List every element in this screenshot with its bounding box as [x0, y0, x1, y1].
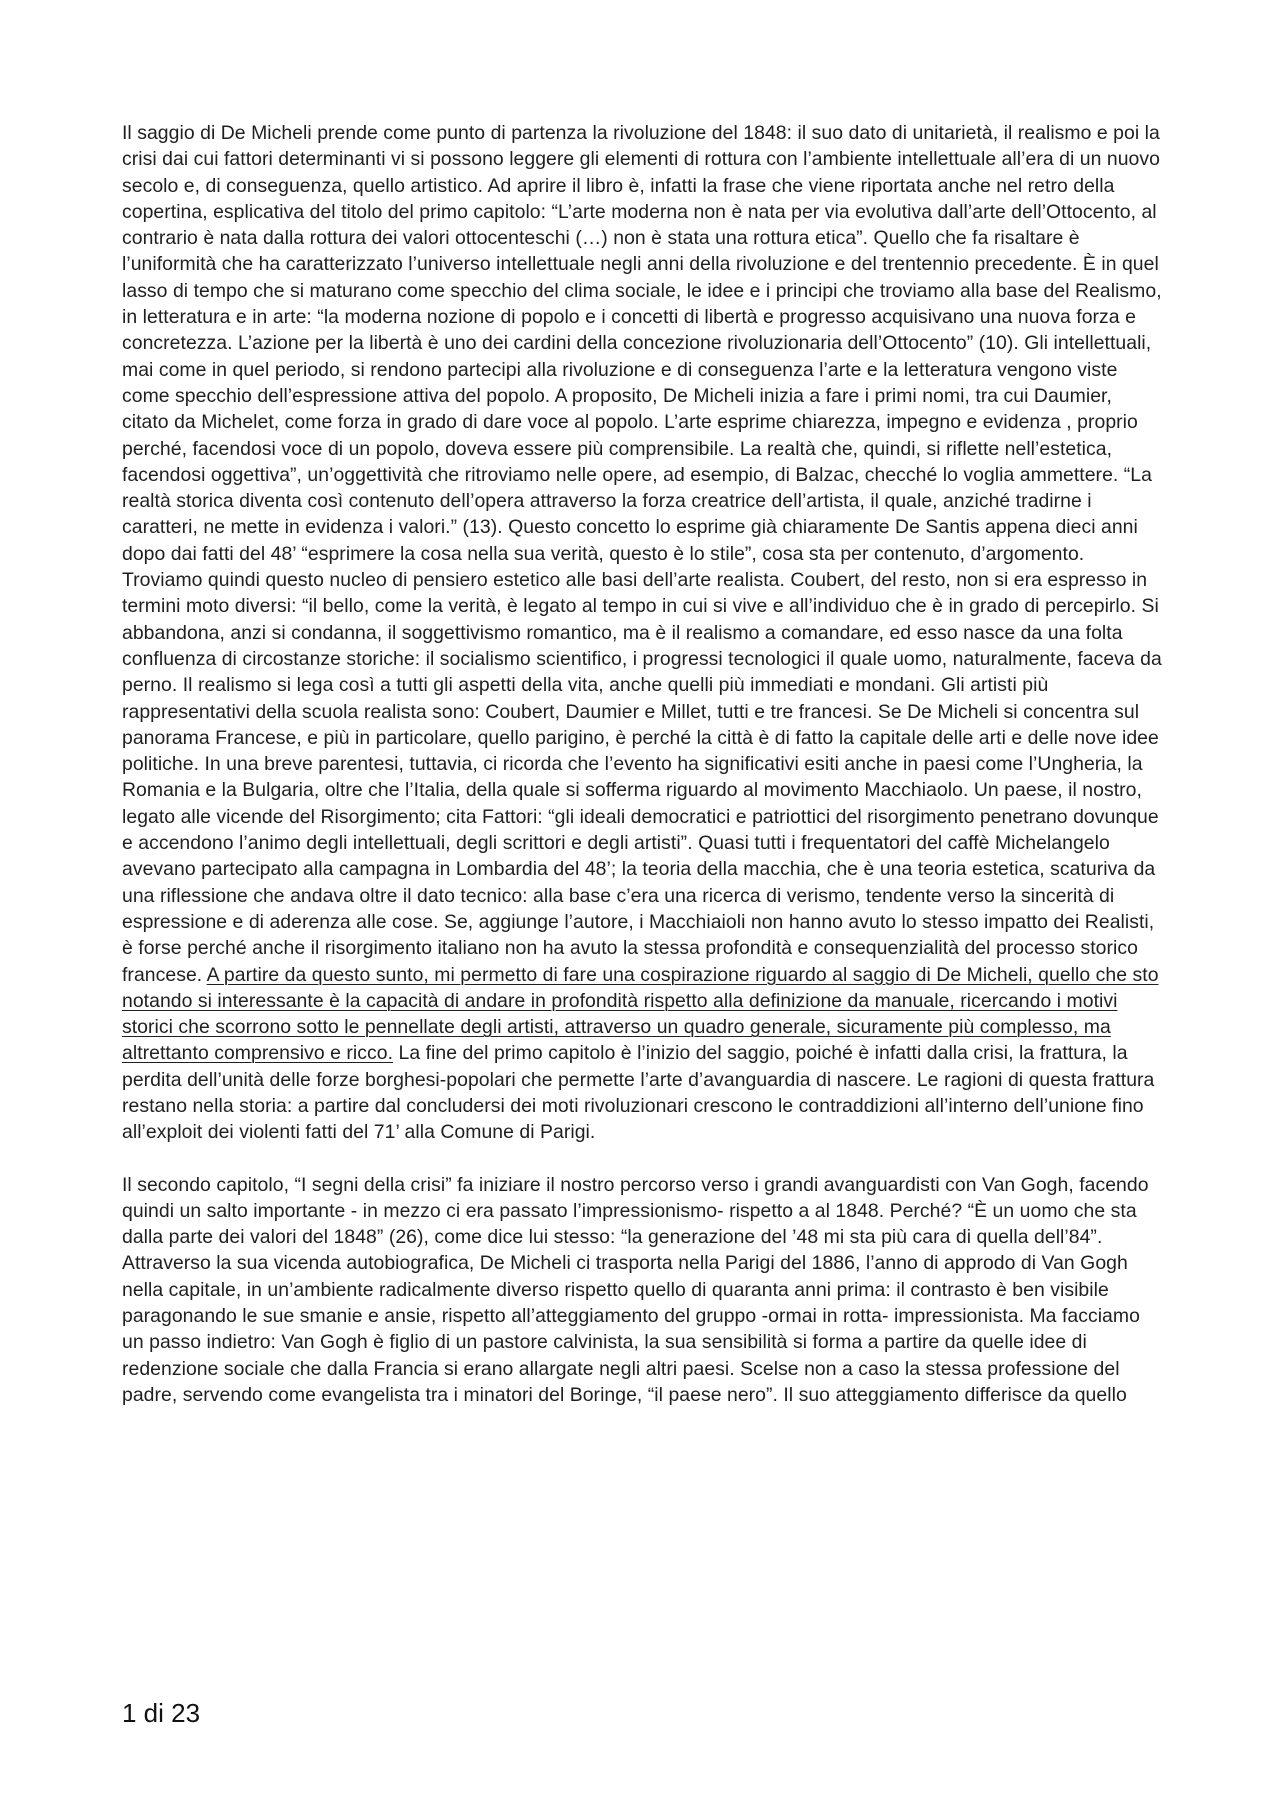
paragraph-1: [122, 120, 1162, 1146]
paragraph-2: Il secondo capitolo, “I segni della crisi” fa iniziare il nostro percorso verso i grandi avanguardisti con Van Gogh, facendo quindi un salto importante - in mezzo ci era passato l’impressionismo- rispetto a al 1848. Perché? “È un uomo che sta dalla parte dei valori del 1848” (26), come dice lui stesso: “la generazione del ’48 mi sta più cara di quella dell’84”. Attraverso la sua vicenda autobiografica, De Micheli ci trasporta nella Parigi del 1886, l’anno di approdo di Van Gogh nella capitale, in un’ambiente radicalmente diverso rispetto quello di quaranta anni prima: il contrasto è ben visibile paragonando le sue smanie e ansie, rispetto all’atteggiamento del gruppo -ormai in rotta- impressionista. Ma facciamo un passo indietro: Van Gogh è figlio di un pastore calvinista, la sua sensibilità si forma a partire da quelle idee di redenzione sociale che dalla Francia si erano allargate negli altri paesi. Scelse non a caso la stessa professione del padre, servendo come evangelista tra i minatori del Boringe, “il paese nero”. Il suo atteggiamento differisce da quello: [122, 1173, 1149, 1406]
paragraph-1-continuation: La fine del primo capitolo è l’inizio del saggio, poiché è infatti dalla crisi, la frattura, la perdita dell’unità delle forze borghesi-popolari che permette l’arte d’avanguardia di nascere. Le ragioni di questa frattura restano nella storia: a partire dal concludersi dei moti rivoluzionari crescono le contraddizioni all’interno dell’unione fino all’exploit dei violenti fatti del 71’ alla Comune di Parigi.: [122, 1042, 1155, 1144]
underlined-remark: A partire da questo sunto, mi permetto di fare una cospirazione riguardo al saggio di De Micheli, quello che sto notando si interessante è la capacità di andare in profondità rispetto alla definizione da manuale, ricercando i motivi storici che scorrono sotto le pennellate degli artisti, attraverso un quadro generale, sicuramente più complesso, ma altrettanto comprensivo e ricco.: [122, 963, 1159, 1065]
document-body: [122, 120, 1162, 1434]
page-number: 1 di 23: [122, 1698, 201, 1728]
paragraph-1-text: Il saggio di De Micheli prende come punto di partenza la rivoluzione del 1848: il suo dato di unitarietà, il realismo e poi la crisi dai cui fattori determinanti vi si possono leggere gli elementi di rottura con l’ambiente intellettuale all’era di un nuovo secolo e, di conseguenza, quello artistico. Ad aprire il libro è, infatti la frase che viene riportata anche nel retro della copertina, esplicativa del titolo del primo capitolo: “L’arte moderna non è nata per via evolutiva dall’arte dell’Ottocento, al contrario è nata dalla rottura dei valori ottocenteschi (…) non è stata una rottura etica”. Quello che fa risaltare è l’uniformità che ha caratterizzato l’universo intellettuale negli anni della rivoluzione e del trentennio precedente. È in quel lasso di tempo che si maturano come specchio del clima sociale, le idee e i principi che troviamo alla base del Realismo, in letteratura e in arte: “la moderna nozione di popolo e i concetti di libertà e progresso acquisivano una nuova forza e concretezza. L’azione per la libertà è uno dei cardini della concezione rivoluzionaria dell’Ottocento” (10). Gli intellettuali, mai come in quel periodo, si rendono partecipi alla rivoluzione e di conseguenza l’arte e la letteratura vengono viste come specchio dell’espressione attiva del popolo. A proposito, De Micheli inizia a fare i primi nomi, tra cui Daumier, citato da Michelet, come forza in grado di dare voce al popolo. L’arte esprime chiarezza, impegno e evidenza , proprio perché, facendosi voce di un popolo, doveva essere più comprensibile. La realtà che, quindi, si riflette nell’estetica, facendosi oggettiva”, un’oggettività che ritroviamo nelle opere, ad esempio, di Balzac, checché lo voglia ammettere. “La realtà storica diventa così contenuto dell’opera attraverso la forza creatrice dell’artista, il quale, anziché tradirne i caratteri, ne mette in evidenza i valori.” (13). Questo concetto lo esprime già chiaramente De Santis appena dieci anni dopo dai fatti del 48’ “esprimere la cosa nella sua verità, questo è lo stile”, cosa sta per contenuto, d’argomento. Troviamo quindi questo nucleo di pensiero estetico alle basi dell’arte realista. Coubert, del resto, non si era espresso in termini moto diversi: “il bello, come la verità, è legato al tempo in cui si vive e all’individuo che è in grado di percepirlo. Si abbandona, anzi si condanna, il soggettivismo romantico, ma è il realismo a comandare, ed esso nasce da una folta confluenza di circostanze storiche: il socialismo scientifico, i progressi tecnologici il quale uomo, naturalmente, faceva da perno. Il realismo si lega così a tutti gli aspetti della vita, anche quelli più immediati e mondani. Gli artisti più rappresentativi della scuola realista sono: Coubert, Daumier e Millet, tutti e tre francesi. Se De Micheli si concentra sul panorama Francese, e più in particolare, quello parigino, è perché la città è di fatto la capitale delle arti e delle nove idee politiche. In una breve parentesi, tuttavia, ci ricorda che l’evento ha significativi esiti anche in paesi come l’Ungheria, la Romania e la Bulgaria, oltre che l’Italia, della quale si sofferma riguardo al movimento Macchiaolo. Un paese, il nostro, legato alle vicende del Risorgimento; cita Fattori: “gli ideali democratici e patriottici del risorgimento penetrano dovunque e accendono l’animo degli intellettuali, degli scrittori e degli artisti”. Quasi tutti i frequentatori del caffè Michelangelo avevano partecipato alla campagna in Lombardia del 48’; la teoria della macchia, che è una teoria estetica, scaturiva da una riflessione che andava oltre il dato tecnico: alla base c’era una ricerca di verismo, tendente verso la sincerità di espressione e di aderenza alle cose. Se, aggiunge l’autore, i Macchiaioli non hanno avuto lo stesso impatto dei Realisti, è forse perché anche il risorgimento italiano non ha avuto la stessa profondità e consequenzialità del processo storico francese.: [122, 122, 1162, 986]
